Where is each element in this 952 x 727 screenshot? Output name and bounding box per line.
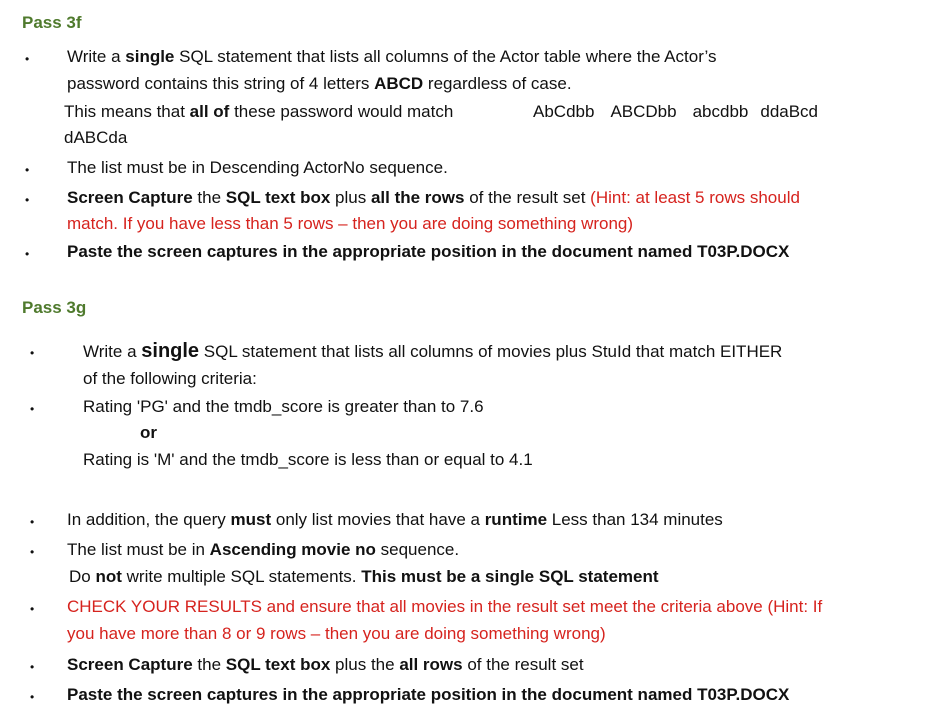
bullet-icon: • [25,163,30,177]
bullet-icon: • [30,515,35,529]
password-example: AbCdbb [533,102,595,121]
bullet-icon: • [30,402,35,416]
paragraph-3g-paste: Paste the screen captures in the appropriate position in the document named T03P.DOCX [67,685,790,704]
paragraph-3g-single-statement: Do not write multiple SQL statements. This must be a single SQL statement [69,567,659,586]
paragraph-3f-sequence: The list must be in Descending ActorNo sequence. [67,158,448,177]
paragraph-3f-line-1: Write a single SQL statement that lists all columns of the Actor table where the Actor’s [67,47,717,66]
paragraph-3f-line-2: password contains this string of 4 letters ABCD regardless of case. [67,74,572,93]
criteria-or: or [140,423,157,442]
bullet-icon: • [25,247,30,261]
paragraph-3f-screen-capture-line-1: Screen Capture the SQL text box plus all the rows of the result set (Hint: at least 5 rows should [67,188,800,207]
password-examples [533,99,818,125]
paragraph-3f-paste: Paste the screen captures in the appropriate position in the document named T03P.DOCX [67,242,790,261]
bullet-icon: • [30,690,35,704]
section-heading-3g: Pass 3g [22,298,87,317]
criteria-pg: Rating 'PG' and the tmdb_score is greater than to 7.6 [83,397,484,416]
paragraph-3g-line-2: of the following criteria: [83,369,257,388]
paragraph-3g-check-line-2: you have more than 8 or 9 rows – then you are doing something wrong) [67,624,606,643]
paragraph-3f-hint-line-2: match. If you have less than 5 rows – then you are doing something wrong) [67,214,634,233]
password-example: abcdbb [692,102,749,121]
password-example: dABCda [64,128,128,147]
bullet-icon: • [25,52,30,66]
bullet-icon: • [25,193,30,207]
bullet-icon: • [30,545,35,559]
paragraph-3g-screen-capture: Screen Capture the SQL text box plus the all rows of the result set [67,655,584,674]
bullet-icon: • [30,602,35,616]
paragraph-3g-sequence: The list must be in Ascending movie no sequence. [67,540,460,559]
paragraph-3g-runtime: In addition, the query must only list movies that have a runtime Less than 134 minutes [67,510,723,529]
paragraph-3f-line-3: This means that all of these password would match [64,102,454,121]
criteria-m: Rating is 'M' and the tmdb_score is less than or equal to 4.1 [83,450,533,469]
bullet-icon: • [30,346,35,360]
section-heading-3f: Pass 3f [22,13,82,32]
password-example: ddaBcd [760,102,819,121]
password-example: ABCDbb [610,102,677,121]
paragraph-3g-check-line-1: CHECK YOUR RESULTS and ensure that all movies in the result set meet the criteria above (Hint: If [67,597,823,616]
paragraph-3g-line-1: Write a single SQL statement that lists all columns of movies plus StuId that match EITHER [83,340,783,362]
bullet-icon: • [30,660,35,674]
